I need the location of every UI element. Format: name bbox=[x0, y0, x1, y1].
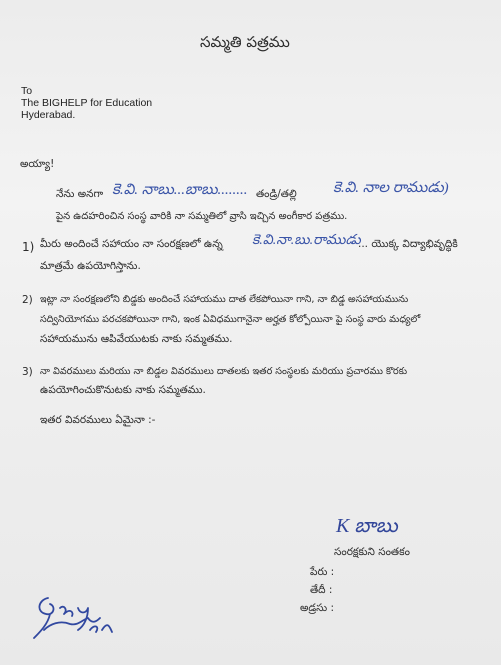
item3-number: 3) bbox=[22, 366, 33, 378]
intro-part1: నేను అనగా bbox=[56, 188, 104, 200]
father-name: కె.వి. నాల రాముడు) bbox=[333, 180, 449, 196]
item1-number: 1) bbox=[22, 240, 35, 254]
item2-line3: సహాయమును ఆపివేయుటకు నాకు సమ్మతము. bbox=[40, 333, 233, 345]
signature-caption: సంరక్షకుని సంతకం bbox=[334, 546, 410, 558]
address-city: Hyderabad. bbox=[21, 109, 76, 121]
address-organization: The BIGHELP for Education bbox=[21, 97, 153, 109]
item3-line1: నా వివరములు మరియు నా బిడ్డల వివరములు దాతలకు ఇతర సంస్థలకు మరియు ప్రచారము కొరకు bbox=[40, 366, 408, 377]
salutation: అయ్యా! bbox=[20, 158, 55, 170]
item2-line2: సద్వినియోగము పరచకపోయినా గాని, ఇంక ఏవిధముగానైనా అర్హత కోల్పోయినా పై సంస్థ వారు మధ్యలో bbox=[40, 314, 421, 325]
address-to: To bbox=[21, 85, 33, 97]
witness-signature-scribble bbox=[30, 590, 130, 650]
item2-number: 2) bbox=[22, 294, 33, 306]
item3-line2: ఉపయోగించుకొనుటకు నాకు సమ్మతము. bbox=[40, 384, 206, 396]
guardian-signature: K బాబు bbox=[336, 515, 398, 537]
address-field-label: అడ్రసు : bbox=[300, 602, 335, 614]
name-field-label: పేరు : bbox=[310, 566, 335, 578]
item1-part2: ... యొక్క విద్యాభివృద్ధికి bbox=[358, 238, 458, 250]
intro-line2: పైన ఉదహరించిన సంస్థ వారికి నా సమ్మతిలో వ్రాసి ఇచ్చిన అంగీకార పత్రము. bbox=[56, 211, 348, 222]
item1-line2: మాత్రమే ఉపయోగిస్తాను. bbox=[40, 260, 141, 272]
date-field-label: తేదీ : bbox=[310, 584, 333, 596]
other-details-label: ఇతర వివరములు ఏమైనా :- bbox=[40, 414, 156, 426]
child-name: కె.వి.నా.బు.రాముడు bbox=[252, 233, 361, 248]
item2-line1: ఇట్లా నా సంరక్షణలోని బిడ్డకు అందించే సహాయము దాత లేకపోయినా గాని, నా బిడ్డ అసహాయమును bbox=[40, 294, 409, 305]
page-title: సమ్మతి పత్రము bbox=[200, 33, 290, 51]
guardian-name: కె.వి. నాబు...బాబు........ bbox=[112, 182, 248, 198]
item1-part1: మీరు అందించే సహాయం నా సంరక్షణలో ఉన్న bbox=[40, 238, 223, 250]
intro-part2: తండ్రి/తల్లి bbox=[256, 188, 297, 200]
